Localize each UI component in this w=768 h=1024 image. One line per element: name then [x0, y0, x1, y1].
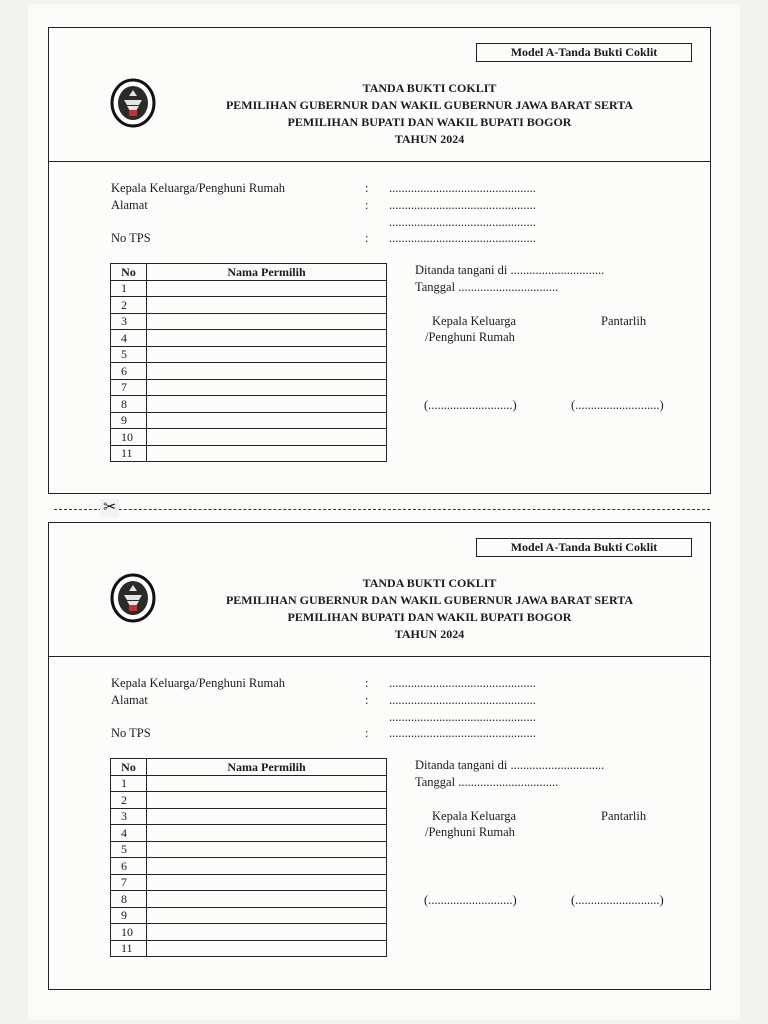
voter-name-cell[interactable]	[147, 330, 387, 347]
row-number: 7	[111, 379, 147, 396]
field-label: Kepala Keluarga/Penghuni Rumah	[111, 181, 286, 195]
sign-date: Tanggal ................................	[415, 280, 559, 294]
table-row	[111, 924, 387, 941]
voter-name-cell[interactable]	[147, 808, 387, 825]
table-row	[111, 412, 387, 429]
voter-name-cell[interactable]	[147, 280, 387, 297]
row-number: 8	[111, 891, 147, 908]
voter-name-cell[interactable]	[147, 841, 387, 858]
penghuni-rumah-label: /Penghuni Rumah	[425, 825, 515, 839]
row-number: 6	[111, 363, 147, 380]
blank-line[interactable]: ...............................................	[389, 231, 536, 245]
voter-name-cell[interactable]	[147, 907, 387, 924]
sign-place: Ditanda tangani di ..............................	[415, 263, 605, 277]
row-number: 6	[111, 858, 147, 875]
row-number: 1	[111, 280, 147, 297]
penghuni-rumah-label: /Penghuni Rumah	[425, 330, 515, 344]
scissors-icon: ✂	[100, 499, 119, 517]
voter-name-cell[interactable]	[147, 412, 387, 429]
receipt-form-1	[48, 27, 711, 494]
row-number: 7	[111, 874, 147, 891]
row-number: 5	[111, 346, 147, 363]
field-label: Kepala Keluarga/Penghuni Rumah	[111, 676, 286, 690]
form-body: Kepala Keluarga/Penghuni Rumah : ............................................... Alamat : ............................................... ............................................... No TPS : ............................................... No Nama Permilih 1 2 3 4 5 6 7 8 9 10 11 Ditanda tangani di .............................. Tanggal ................................ Kepala Keluarga /Penghuni Rumah Pantarlih (...........................) (...........................)	[111, 181, 664, 461]
voter-name-cell[interactable]	[147, 379, 387, 396]
field-label: Alamat	[111, 693, 148, 707]
blank-line[interactable]: ...............................................	[389, 676, 536, 690]
voter-name-cell[interactable]	[147, 445, 387, 462]
blank-line[interactable]: ...............................................	[389, 181, 536, 195]
row-number: 10	[111, 924, 147, 941]
model-label: Model A-Tanda Bukti Coklit	[476, 43, 692, 62]
title-line: TANDA BUKTI COKLIT	[362, 81, 497, 95]
row-number: 2	[111, 792, 147, 809]
voter-name-cell[interactable]	[147, 396, 387, 413]
table-row	[111, 825, 387, 842]
row-number: 9	[111, 412, 147, 429]
table-row	[111, 396, 387, 413]
voter-name-cell[interactable]	[147, 792, 387, 809]
row-number: 9	[111, 907, 147, 924]
blank-line[interactable]: ...............................................	[389, 215, 536, 229]
table-row	[111, 775, 387, 792]
voter-name-cell[interactable]	[147, 924, 387, 941]
voter-name-cell[interactable]	[147, 313, 387, 330]
title-line: PEMILIHAN BUPATI DAN WAKIL BUPATI BOGOR	[287, 610, 572, 624]
signature-pantarlih[interactable]: (...........................)	[571, 398, 664, 412]
table-row	[111, 858, 387, 875]
voter-table	[110, 758, 387, 957]
table-row	[111, 940, 387, 957]
field-label: Alamat	[111, 198, 148, 212]
voter-name-cell[interactable]	[147, 825, 387, 842]
voter-name-cell[interactable]	[147, 429, 387, 446]
row-number: 3	[111, 808, 147, 825]
row-number: 3	[111, 313, 147, 330]
field-label: No TPS	[111, 726, 151, 740]
table-row	[111, 445, 387, 462]
table-row	[111, 429, 387, 446]
table-row	[111, 363, 387, 380]
col-header-name: Nama Permilih	[147, 264, 387, 281]
form-header	[49, 523, 710, 657]
voter-table	[110, 263, 387, 462]
row-number: 1	[111, 775, 147, 792]
field-label: No TPS	[111, 231, 151, 245]
title-line: PEMILIHAN GUBERNUR DAN WAKIL GUBERNUR JAWA BARAT SERTA	[225, 593, 634, 607]
cut-line	[54, 509, 710, 510]
voter-name-cell[interactable]	[147, 891, 387, 908]
table-row	[111, 891, 387, 908]
blank-line[interactable]: ...............................................	[389, 198, 536, 212]
voter-name-cell[interactable]	[147, 363, 387, 380]
form-body: Kepala Keluarga/Penghuni Rumah : ............................................... Alamat : ............................................... ............................................... No TPS : ............................................... No Nama Permilih 1 2 3 4 5 6 7 8 9 10 11 Ditanda tangani di .............................. Tanggal ................................ Kepala Keluarga /Penghuni Rumah Pantarlih (...........................) (...........................)	[111, 676, 664, 956]
table-row	[111, 346, 387, 363]
table-row	[111, 808, 387, 825]
kepala-keluarga-label: Kepala Keluarga	[432, 809, 517, 823]
kepala-keluarga-label: Kepala Keluarga	[432, 314, 517, 328]
table-row	[111, 313, 387, 330]
form-title-block	[149, 575, 710, 643]
voter-name-cell[interactable]	[147, 346, 387, 363]
table-row	[111, 907, 387, 924]
row-number: 8	[111, 396, 147, 413]
sign-place: Ditanda tangani di ..............................	[415, 758, 605, 772]
blank-line[interactable]: ...............................................	[389, 726, 536, 740]
row-number: 4	[111, 330, 147, 347]
title-line: PEMILIHAN GUBERNUR DAN WAKIL GUBERNUR JAWA BARAT SERTA	[225, 98, 634, 112]
table-row	[111, 874, 387, 891]
title-line: TAHUN 2024	[394, 132, 465, 146]
blank-line[interactable]: ...............................................	[389, 693, 536, 707]
receipt-form-2	[48, 522, 711, 990]
voter-name-cell[interactable]	[147, 858, 387, 875]
col-header-name: Nama Permilih	[147, 759, 387, 776]
model-label: Model A-Tanda Bukti Coklit	[476, 538, 692, 557]
table-row	[111, 330, 387, 347]
signature-kepala[interactable]: (...........................)	[424, 893, 517, 907]
pantarlih-label: Pantarlih	[601, 809, 647, 823]
form-header	[49, 28, 710, 162]
form-title-block	[149, 80, 710, 148]
voter-name-cell[interactable]	[147, 940, 387, 957]
row-number: 4	[111, 825, 147, 842]
table-row	[111, 379, 387, 396]
title-line: TAHUN 2024	[394, 627, 465, 641]
voter-name-cell[interactable]	[147, 297, 387, 314]
table-row	[111, 841, 387, 858]
signature-pantarlih[interactable]: (...........................)	[571, 893, 664, 907]
pantarlih-label: Pantarlih	[601, 314, 647, 328]
voter-name-cell[interactable]	[147, 874, 387, 891]
table-row	[111, 792, 387, 809]
col-header-no: No	[111, 264, 147, 281]
table-row	[111, 280, 387, 297]
title-line: TANDA BUKTI COKLIT	[362, 576, 497, 590]
row-number: 11	[111, 940, 147, 957]
col-header-no: No	[111, 759, 147, 776]
sign-date: Tanggal ................................	[415, 775, 559, 789]
row-number: 11	[111, 445, 147, 462]
table-row	[111, 297, 387, 314]
blank-line[interactable]: ...............................................	[389, 710, 536, 724]
row-number: 5	[111, 841, 147, 858]
title-line: PEMILIHAN BUPATI DAN WAKIL BUPATI BOGOR	[287, 115, 572, 129]
row-number: 10	[111, 429, 147, 446]
signature-kepala[interactable]: (...........................)	[424, 398, 517, 412]
row-number: 2	[111, 297, 147, 314]
voter-name-cell[interactable]	[147, 775, 387, 792]
